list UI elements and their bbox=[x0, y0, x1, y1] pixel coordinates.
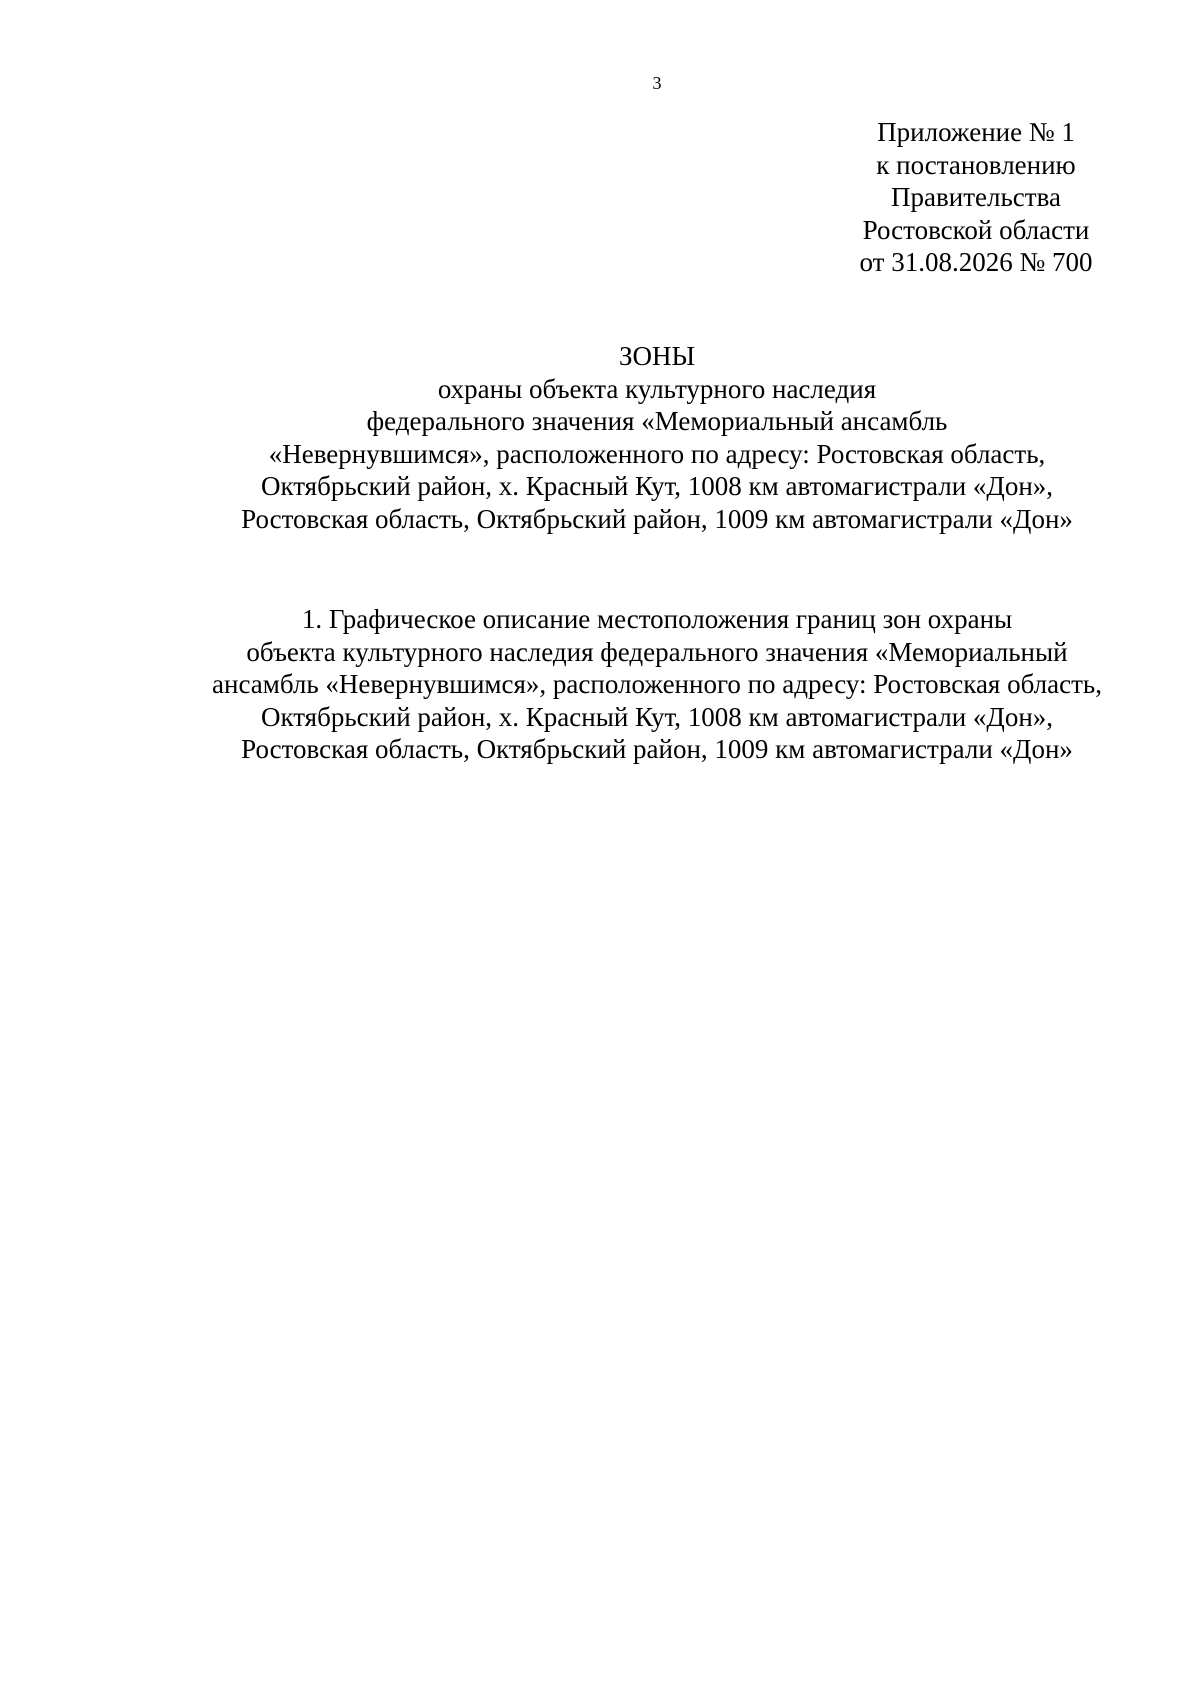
page-number: 3 bbox=[652, 73, 662, 93]
appendix-line: Приложение № 1 bbox=[877, 117, 1075, 147]
section-line: ансамбль «Невернувшимся», расположенного по адресу: Ростовская область, bbox=[212, 669, 1102, 699]
title-line: охраны объекта культурного наследия bbox=[437, 373, 877, 404]
section-line: объекта культурного наследия федерального значения «Мемориальный bbox=[246, 636, 1068, 667]
title-line: «Невернувшимся», расположенного по адресу: Ростовская область, bbox=[268, 438, 1046, 469]
document-title bbox=[150, 340, 1164, 535]
appendix-block bbox=[820, 116, 1132, 279]
appendix-line: к постановлению bbox=[876, 149, 1076, 180]
section-1-heading bbox=[150, 603, 1164, 766]
title-line: Октябрьский район, х. Красный Кут, 1008 км автомагистрали «Дон», bbox=[260, 471, 1054, 501]
appendix-line: Правительства bbox=[891, 182, 1061, 212]
title-heading: ЗОНЫ bbox=[618, 341, 696, 371]
appendix-line: Ростовской области bbox=[862, 214, 1090, 245]
section-line: Октябрьский район, х. Красный Кут, 1008 км автомагистрали «Дон», bbox=[260, 701, 1054, 732]
appendix-line: от 31.08.2026 № 700 bbox=[859, 247, 1093, 277]
section-line: 1. Графическое описание местоположения границ зон охраны bbox=[301, 604, 1013, 634]
title-line: Ростовская область, Октябрьский район, 1009 км автомагистрали «Дон» bbox=[241, 503, 1073, 534]
title-line: федерального значения «Мемориальный ансамбль bbox=[366, 406, 948, 436]
section-line: Ростовская область, Октябрьский район, 1009 км автомагистрали «Дон» bbox=[241, 734, 1073, 764]
